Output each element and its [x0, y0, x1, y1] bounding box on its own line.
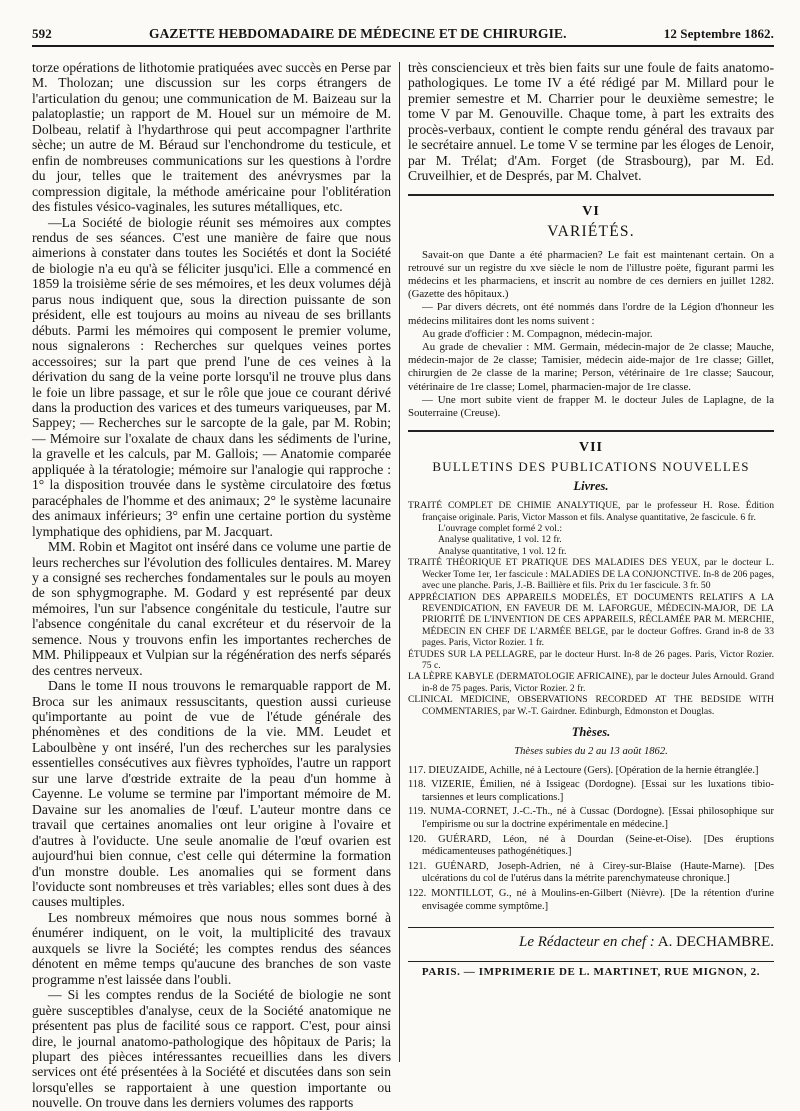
right-column [408, 60, 774, 1066]
book-entry: TRAITÉ THÉORIQUE ET PRATIQUE DES MALADIES DES YEUX, par le docteur L. Wecker Tome 1er, 1er fascicule : MALADIES DE LA CONJONCTIVE. In-8 de 206 pages, avec une planche. Paris, J.-B. Baillière et fils. Prix du 1er fascicule. 3 fr. 50 [408, 557, 774, 592]
left-column [32, 60, 391, 1111]
section-vi-title: VARIÉTÉS. [547, 222, 635, 240]
book-entry: APPRÉCIATION DES APPAREILS MODELÉS, ET DOCUMENTS RELATIFS A LA REVENDICATION, EN FAVEUR DE M. LAFORGUE, MÉDECIN-MAJOR, DE LA PRIORITÉ DE L'INVENTION DE CES APPAREILS, RÉCLAMÉE PAR M. MERCHIE, MÉDECIN EN CHEF DE L'ARMÉE BELGE, par le docteur Goffres. Grand in-8 de 33 pages. Paris, Victor Rozier. 1 fr. [408, 591, 774, 649]
body-paragraph: MM. Robin et Magitot ont inséré dans ce volume une partie de leurs recherches sur l'évolution des follicules dentaires. M. Marey y a consigné ses recherches fondamentales sur le pouls au moyen de son sphygmographe. M. Godard y est représenté par deux mémoires, l'un sur l'absence congénitale du testicule, l'autre sur l'absence congénitale du canal excréteur et du réservoir de la semence. Nous y trouvons enfin les importantes recherches de MM. Philippeaux et Vulpian sur la régénération des nerfs séparés des centres nerveux. [32, 539, 391, 678]
theses-heading: Thèses. [571, 724, 611, 739]
running-header [32, 26, 774, 47]
varietes-paragraph: Au grade de chevalier : MM. Germain, médecin-major de 2e classe; Mauche, médecin-major de 2e classe; Tamisier, médecin aide-major de 1re classe; Gillet, chirurgien de 2e classe de la marine; Person, vétérinaire de 1re classe; Saucour, vétérinaire de 1re classe; Lomel, pharmacien-major de 1re classe. [408, 341, 774, 393]
issue-date: 12 Septembre 1862. [663, 26, 774, 41]
book-entry: LA LÈPRE KABYLE (DERMATOLOGIE AFRICAINE), par le docteur Jules Arnould. Grand in-8 de 75 pages. Paris, Victor Rozier. 2 fr. [408, 671, 774, 694]
thesis-entry: 119. NUMA-CORNET, J.-C.-Th., né à Cussac (Dordogne). [Essai philosophique sur l'empirisme ou sur la doctrine expérimentale en médecine.] [408, 806, 774, 830]
continued-paragraph: très consciencieux et très bien faits sur une foule de faits anatomo-pathologiques. Le tome IV a été rédigé par M. Millard pour le premier semestre et M. Charrier pour le deuxième semestre; le tome V par M. Genouville. Chaque tome, à part les extraits des procès-verbaux, contient le compte rendu général des travaux par le secrétaire annuel. Le tome V se termine par les éloges de Lenoir, par M. Trélat; d'Am. Forget (de Strasbourg), par M. Ed. Cruveilhier, et de Després, par M. Chalvet. [408, 60, 774, 184]
thesis-entry: 120. GUÉRARD, Léon, né à Dourdan (Seine-et-Oise). [Des éruptions médicamenteuses pathogénétiques.] [408, 833, 774, 858]
section-vii-number: VII [578, 440, 603, 456]
section-vii-title: BULLETINS DES PUBLICATIONS NOUVELLES [432, 459, 750, 475]
varietes-paragraph: — Une mort subite vient de frapper M. le docteur Jules de Laplagne, de la Souterraine (Creuse). [408, 393, 774, 420]
journal-page [32, 26, 774, 1111]
varietes-section [408, 249, 774, 421]
theses-date: Thèses subies du 2 au 13 août 1862. [514, 745, 668, 757]
editor-label: Le Rédacteur en chef : [519, 934, 655, 951]
body-paragraph: Dans le tome II nous trouvons le remarquable rapport de M. Broca sur les animaux ressuscitants, question aussi curieuse qu'importante au point de vue de l'étude générale des phénomènes et des conditions de la vie. MM. Leudet et Laboulbène y ont inséré, l'un des recherches sur les paralysies essentielles consécutives aux fièvres typhoïdes, l'autre un rapport sur une larve d'œstride extraite de la peau d'un homme à Cayenne. Le volume se termine par l'important mémoire de M. Davaine sur les anomalies de l'œuf. L'auteur montre dans ce travail que certaines anomalies ont leur origine à l'ovaire et d'autres à l'oviducte. Une seule anomalie de l'œuf ovarien est aujourd'hui bien connue, c'est celle qui détermine la formation d'un monstre double. Les anomalies qui se forment dans l'oviducte sont nombreuses et très variables; elles sont dues à des causes multiples. [32, 678, 391, 910]
column-divider [399, 62, 400, 1062]
printer-imprint: PARIS. — IMPRIMERIE DE L. MARTINET, RUE MIGNON, 2. [408, 961, 774, 978]
page-number: 592 [32, 26, 52, 41]
body-paragraph: torze opérations de lithotomie pratiquées avec succès en Perse par M. Tholozan; une discussion sur les corps étrangers de l'articulation du genou; une communication de M. Baizeau sur la palatoplastie; un rapport de M. Houel sur un mémoire de M. Dolbeau, relatif à l'hydarthrose qui peut accompagner l'arthrite sèche; un autre de M. Béraud sur l'enchondrome du testicule, et enfin de nombreuses communications sur les questions à l'ordre du jour, telles que le traitement des anévrysmes par la compression digitale, la méthode américaine pour l'oblitération des fistules vésico-vaginales, les sutures métalliques, etc. [32, 60, 391, 215]
body-paragraph: Les nombreux mémoires que nous nous sommes borné à énumérer indiquent, on le voit, la multiplicité des travaux auxquels se livre la Société; les comptes rendus des séances dénotent en même temps qu'aucune des branches de son vaste programme n'est laissée dans l'oubli. [32, 909, 391, 987]
books-list [408, 500, 774, 717]
book-entry: L'ouvrage complet formé 2 vol.: [438, 523, 563, 535]
body-paragraph: —La Société de biologie réunit ses mémoires aux comptes rendus de ses séances. C'est une manière de faire que nous aimerions à constater dans toutes les Sociétés et dont la Société de biologie n'a eu qu'à se féliciter jusqu'ici. Elle a commencé en 1859 la troisième série de ses mémoires, et les deux volumes déjà parus nous indiquent que, sous la direction puissante de son président, elle est toujours au moins au niveau de ses brillants débuts. Parmi les mémoires qui composent le premier volume, nous signalerons : Recherches sur quelques veines portes accessoires; sur la part que prend l'une de ces veines à la dérivation du sang de la veine porte lorsqu'il ne trouve plus dans le foie un libre passage, et sur le rôle que joue ce courant dérivé dans la production des varices et des tumeurs variqueuses, par M. Sappey; — Recherches sur le sarcopte de la gale, par M. Robin; — Mémoire sur l'oxalate de chaux dans les sédiments de l'urine, la gravelle et les calculs, par M. Gallois; — Anatomie comparée appliquée à la tératologie; mémoire sur l'analogie qui rapproche : 1° la disposition trouvée dans le système circulatoire des fœtus paracéphales de l'homme et des animaux; 2° le système lacunaire des animaux inférieurs; 3° enfin une certaine portion du système lymphatique des ophidiens, par M. Jacquart. [32, 214, 391, 539]
theses-list [408, 746, 774, 913]
book-entry: Analyse qualitative, 1 vol. 12 fr. [438, 534, 562, 546]
thesis-entry: 118. VIZERIE, Émilien, né à Issigeac (Dordogne). [Essai sur les luxations tibio-tarsiennes et leurs complications.] [408, 779, 774, 803]
varietes-paragraph: Au grade d'officier : M. Compagnon, médecin-major. [422, 327, 653, 340]
book-entry: CLINICAL MEDICINE, OBSERVATIONS RECORDED AT THE BEDSIDE WITH COMMENTARIES, par W.-T. Gairdner. Edinburgh, Edmonston et Douglas. [408, 694, 774, 717]
book-entry: Analyse quantitative, 1 vol. 12 fr. [438, 545, 567, 557]
editor-signature [408, 927, 774, 951]
book-entry: TRAITÉ COMPLET DE CHIMIE ANALYTIQUE, par le professeur H. Rose. Édition française originale. Paris, Victor Masson et fils. Analyse quantitative, 2e fascicule. 6 fr. [408, 500, 774, 523]
section-rule [408, 430, 774, 432]
journal-title: GAZETTE HEBDOMADAIRE DE MÉDECINE ET DE CHIRURGIE. [148, 26, 567, 41]
book-entry: ÉTUDES SUR LA PELLAGRE, par le docteur Hurst. In-8 de 26 pages. Paris, Victor Rozier. 75 c. [408, 648, 774, 671]
thesis-entry: 117. DIEUZAIDE, Achille, né à Lectoure (Gers). [Opération de la hernie étranglée.] [408, 764, 759, 776]
thesis-entry: 121. GUÉNARD, Joseph-Adrien, né à Cirey-sur-Blaise (Haute-Marne). [Des ulcérations du col de l'utérus dans la métrite parenchymateuse chronique.] [408, 860, 774, 885]
section-vi-number: VI [582, 203, 600, 219]
varietes-paragraph: Savait-on que Dante a été pharmacien? Le fait est maintenant certain. On a retrouvé sur un registre du xve siècle le nom de l'illustre poëte, figurant parmi les médecins et les pharmaciens, et inscrit au nombre de ces derniers en juillet 1282. (Gazette des hôpitaux.) [408, 248, 774, 301]
two-column-body [32, 60, 774, 1111]
thesis-entry: 122. MONTILLOT, G., né à Moulins-en-Gilbert (Nièvre). [De la rétention d'urine envisagée comme symptôme.] [408, 887, 774, 912]
section-rule [408, 194, 774, 196]
varietes-paragraph: — Par divers décrets, ont été nommés dans l'ordre de la Légion d'honneur les médecins militaires dont les noms suivent : [408, 301, 774, 327]
continued-text [408, 60, 774, 184]
editor-name: A. DECHAMBRE. [657, 934, 774, 951]
books-heading: Livres. [573, 479, 609, 494]
body-paragraph: — Si les comptes rendus de la Société de biologie ne sont guère susceptibles d'analyse, ceux de la Société anatomique ne présentent pas plus de facilité sous ce rapport. C'est, pour ainsi dire, le journal anatomo-pathologique des hôpitaux de Paris; la plupart des pièces intéressantes recueillies dans les divers services ont été présentées à la Société et discutées dans son sein lorsqu'elles se rapportaient à une question importante ou nouvelle. On trouve dans les derniers volumes des rapports [32, 987, 391, 1111]
